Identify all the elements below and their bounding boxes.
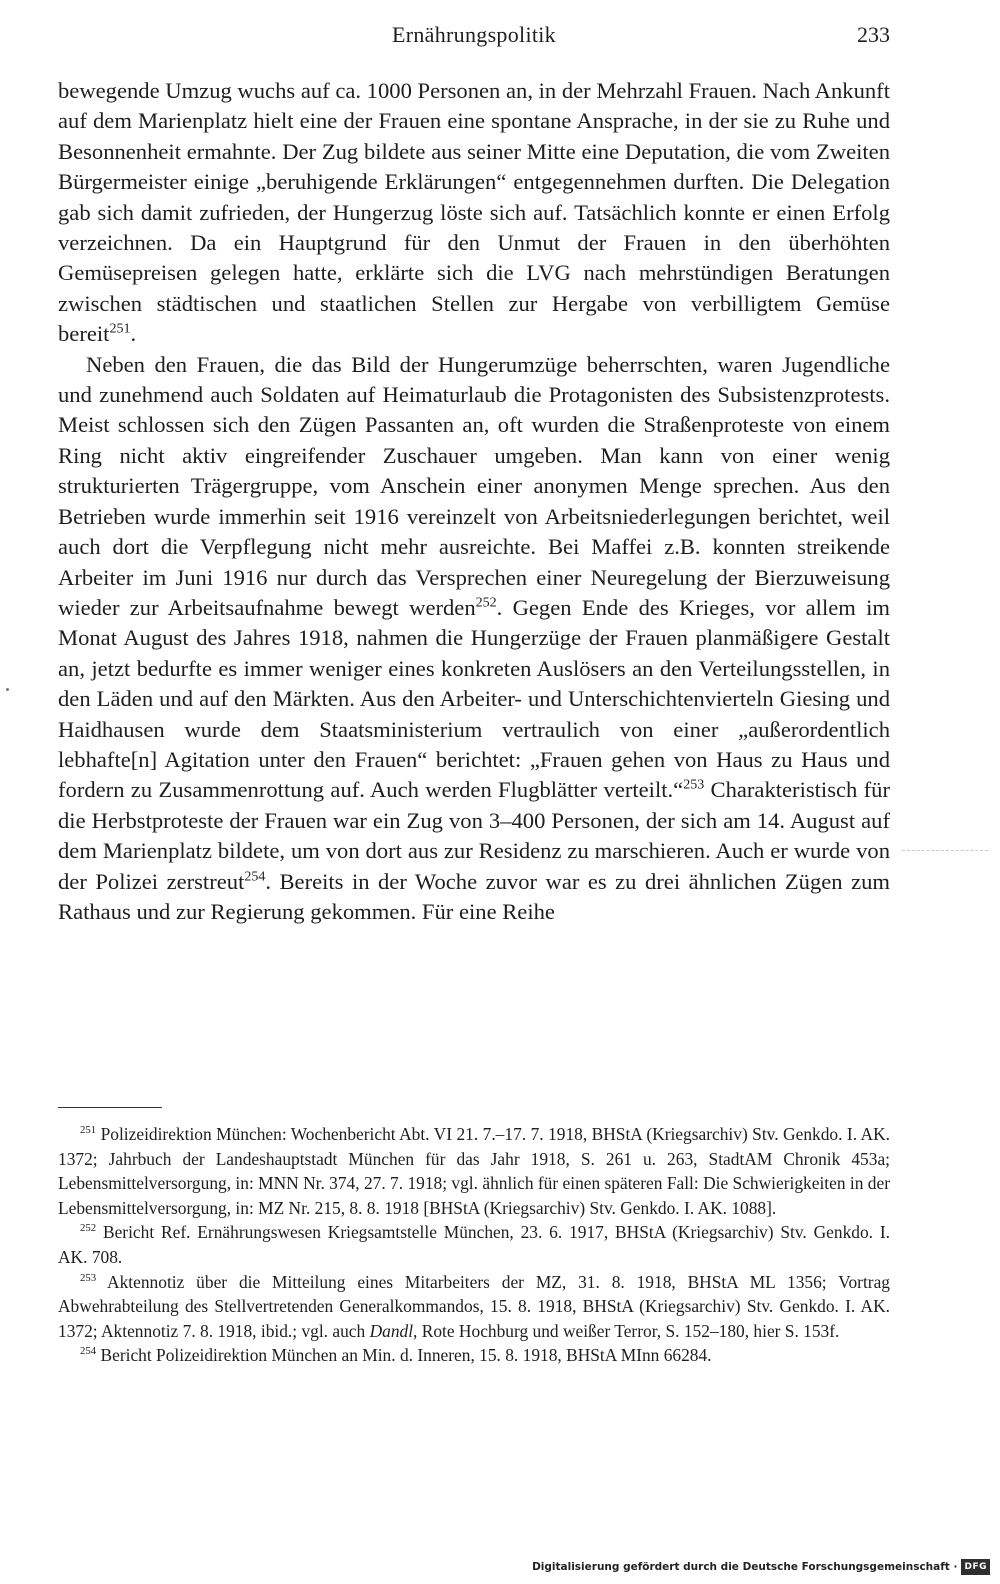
footnote — [58, 1122, 890, 1220]
digitization-credit — [532, 1558, 990, 1576]
footnote-number: 251 — [80, 1124, 97, 1137]
dfg-logo: DFG — [961, 1559, 990, 1575]
paragraph-2-text-c: Charakteristisch für die Herbstproteste der Frauen war ein Zug von 3–400 Personen, der sich am 14. August auf dem Marienplatz bildete, um von dort aus zur Residenz zu marschieren. Auch er wurde von der Polizei zerstreut — [58, 777, 890, 894]
scan-speck — [6, 688, 9, 691]
footnote-number: 254 — [80, 1345, 97, 1358]
footnote — [58, 1343, 890, 1368]
footnote-text: Polizeidirektion München: Wochenbericht Abt. VI 21. 7.–17. 7. 1918, BHStA (Kriegsarchiv) Stv. Genkdo. I. AK. 1372; Jahrbuch der Landeshauptstadt München für das Jahr 1918, S. 261 u. 263, StadtAM Chronik 453a; Lebensmittelversorgung, in: MNN Nr. 374, 27. 7. 1918; vgl. ähnlich für einen späteren Fall: Die Schwierigkeiten in der Lebensmittelversorgung, in: MZ Nr. 215, 8. 8. 1918 [BHStA (Kriegsarchiv) Stv. Genkdo. I. AK. 1088]. — [58, 1124, 890, 1218]
footnote-author: Dandl — [369, 1320, 414, 1341]
scan-margin-mark — [902, 850, 988, 851]
footnote-ref-254: 254 — [244, 869, 266, 885]
paragraph-2-text-a: Neben den Frauen, die das Bild der Hungerumzüge beherrschten, waren Jugendliche und zunehmend auch Soldaten auf Heimaturlaub die Protagonisten des Subsistenzprotests. Meist schlossen sich den Zügen Passanten an, oft wurden die Straßenproteste von einem Ring nicht aktiv eingreifender Zuschauer umgeben. Man kann von einer wenig strukturierten Trägergruppe, vom Anschein einer anonymen Menge sprechen. Aus den Betrieben wurde immerhin seit 1916 vereinzelt von Arbeitsniederlegungen berichtet, weil auch dort die Verpflegung nicht mehr ausreichte. Bei Maffei z.B. konnten streikende Arbeiter im Juni 1916 nur durch das Versprechen einer Neuregelung der Bierzuweisung wieder zur Arbeitsaufnahme bewegt werden — [58, 351, 890, 620]
page-number: 233 — [857, 22, 890, 47]
footnote-number: 252 — [80, 1222, 97, 1235]
running-head-title: Ernährungspolitik — [392, 22, 556, 47]
footnote-text: Bericht Polizeidirektion München an Min. d. Inneren, 15. 8. 1918, BHStA MInn 66284. — [96, 1345, 712, 1366]
paragraph-2 — [58, 350, 890, 928]
footnote-number: 253 — [80, 1271, 97, 1284]
paragraph-1-text: bewegende Umzug wuchs auf ca. 1000 Personen an, in der Mehrzahl Frauen. Nach Ankunft auf dem Marienplatz hielt eine der Frauen eine spontane Ansprache, in der sie zu Ruhe und Besonnenheit ermahnte. Der Zug bildete aus seiner Mitte eine Deputation, die vom Zweiten Bürgermeister einige „beruhigende Erklärungen“ entgegennehmen durften. Die Delegation gab sich damit zufrieden, der Hungerzug löste sich auf. Tatsächlich konnte er einen Erfolg verzeichnen. Da ein Hauptgrund für den Unmut der Frauen in den überhöhten Gemüsepreisen gelegen hatte, erklärte sich die LVG nach mehrstündigen Beratungen zwischen städtischen und staatlichen Stellen zur Hergabe von verbilligtem Gemüse bereit — [58, 78, 890, 347]
credit-text: Digitalisierung gefördert durch die Deutsche Forschungsgemeinschaft · — [532, 1561, 958, 1573]
footnote-ref-252: 252 — [475, 595, 497, 611]
main-text — [58, 76, 890, 927]
footnote-separator — [58, 1107, 162, 1108]
running-head — [58, 18, 890, 52]
footnote — [58, 1270, 890, 1344]
paragraph-2-text-b: . Gegen Ende des Krieges, vor allem im Monat August des Jahres 1918, nahmen die Hungerzüge der Frauen planmäßigere Gestalt an, jetzt bedurfte es immer weniger eines konkreten Auslösers an den Verteilungsstellen, in den Läden und auf den Märkten. Aus den Arbeiter- und Unterschichtenvierteln Giesing und Haidhausen wurde dem Staatsministerium vertraulich von einer „außerordentlich lebhafte[n] Agitation unter den Frauen“ berichtet: „Frauen gehen von Haus zu Haus und fordern zu Zusammenrottung auf. Auch werden Flugblätter verteilt.“ — [58, 594, 890, 803]
footnote-text: , Rote Hochburg und weißer Terror, S. 152–180, hier S. 153f. — [413, 1320, 840, 1341]
footnote-text: Aktennotiz über die Mitteilung eines Mitarbeiters der MZ, 31. 8. 1918, BHStA ML 1356; Vortrag Abwehrabteilung des Stellvertretenden Generalkommandos, 15. 8. 1918, BHStA (Kriegsarchiv) Stv. Genkdo. I. AK. 1372; Aktennotiz 7. 8. 1918, ibid.; vgl. auch — [58, 1271, 890, 1341]
paragraph-1 — [58, 76, 890, 350]
footnotes — [58, 1122, 890, 1368]
paragraph-1-end: . — [130, 321, 137, 347]
footnote-ref-253: 253 — [683, 777, 705, 793]
paragraph-2-text-d: . Bereits in der Woche zuvor war es zu drei ähnlichen Zügen zum Rathaus und zur Regierung gekommen. Für eine Reihe — [58, 868, 890, 924]
footnote-text: Bericht Ref. Ernährungswesen Kriegsamtstelle München, 23. 6. 1917, BHStA (Kriegsarchiv) Stv. Genkdo. I. AK. 708. — [58, 1222, 890, 1267]
footnote-ref-251: 251 — [109, 321, 131, 337]
footnote — [58, 1220, 890, 1269]
